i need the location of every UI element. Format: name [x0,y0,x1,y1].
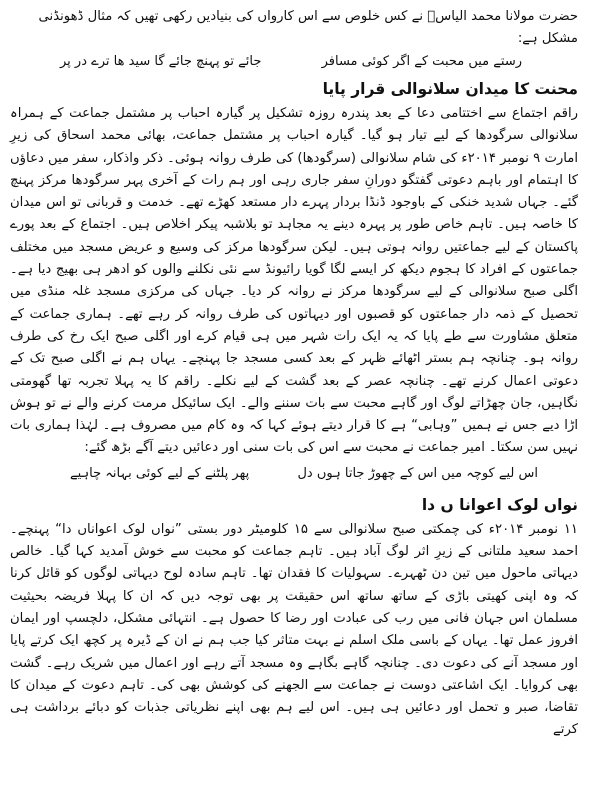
section-heading: نواں لوک اعوانا ں دا [421,495,578,514]
section-heading: محنت کا میدان سلانوالی قرار پایا [322,80,578,98]
verse-couplet [10,51,578,73]
body-paragraph: ۱۱ نومبر ۲۰۱۴ء کی چمکتی صبح سلانوالی سے ۱۵ کلومیٹر دور بستی ”نواں لوک اعواناں دا“ پہنچے۔ احمد سعید ملتانی کے زیرِ اثر لوگ آباد ہیں۔ تاہم جماعت کو محبت سے خوش آمدید کہا گیا۔ خالص دیہاتی ماحول میں تین دن ٹھہرے۔ سہولیات کا فقدان تھا۔ تاہم سادہ لوح دیہاتی لوگوں کو قائل کرنا کہ وہ اپنی کھیتی باڑی کے ساتھ ساتھ اس حقیقت پر بھی توجہ دیں کہ ان کا پہلا فریضہ بحیثیت مسلمان اس جہان فانی میں رب کی عبادت اور رضا کا حصول ہے۔ انتہائی مشکل، دلچسپ اور ایمان افروز عمل تھا۔ یہاں کے باسی ملک اسلم نے بہت متاثر کیا جب ہم نے ان کے ڈیرہ پر کچھ ایک کرتے پایا اور مسجد آنے کی دعوت دی۔ چنانچہ گاہے بگاہے وہ مسجد آتے رہے اور اعمال میں شریک رہے۔ گشت بھی کروایا۔ ایک اشاعتی دوست نے جماعت سے الجھنے کی کوشش بھی کی۔ تاہم دعوت کے میدان کا تقاضا، صبر و تحمل اور دعائیں ہی ہیں۔ اس لیے ہم بھی اپنے نظریاتی جذبات کو دبائے برداشت ہی کرتے [10,521,578,738]
verse-couplet [10,463,578,485]
body-paragraph: راقم اجتماع سے اختتامی دعا کے بعد پندرہ روزہ تشکیل پر گیارہ احباب پر مشتمل جماعت کے ہمراہ سلانوالی سرگودھا کے لیے تیار ہو گیا۔ گیارہ احباب پر مشتمل جماعت، بھائی محمد اسحاق کی زیرِ امارت ۹ نومبر ۲۰۱۴ء کی شام سلانوالی (سرگودھا) کی طرف روانہ ہوئی۔ ذکر واذکار، سفر میں دعاؤں کا اہتمام اور باہم دعوتی گفتگو دورانِ سفر جاری رہی اور ہم رات کے آخری پہر سرگودھا مرکز پہنچ گئے۔ جہاں شدید خنکی کے باوجود ڈنڈا بردار پہرے دار مستعد کھڑے تھے۔ خدمت و قربانی تو اس میدان کا خاصہ ہیں۔ تاہم خاص طور پر پہرہ دینے یہ مجاہد تو بلاشبہ پیکر اخلاص ہیں۔ اجتماع کے بعد پورے پاکستان کے لیے جماعتیں روانہ ہوتی ہیں۔ لیکن سرگودھا مرکز کی وسیع و عریض مسجد میں مختلف جماعتوں کے افراد کا ہجوم دیکھ کر ایسے لگا گویا رائیونڈ سے نئی نکلنے والوں کو ادھر ہی بھیج دیا ہے۔ اگلی صبح سلانوالی کے لیے سرگودھا مرکز نے روانہ کر دیا۔ جہاں کی مرکزی مسجد غلہ منڈی میں تحصیل کے ذمہ دار جماعتوں کو قصبوں اور دیہاتوں کی طرف روانہ کر رہے تھے۔ ہماری جماعت کے متعلق مشاورت سے طے پایا کہ یہ ایک رات شہر میں ہی قیام کرے اور اگلی صبح ایک رخ کی طرف روانہ ہو۔ چنانچہ ہم بستر اٹھائے ظہر کے بعد کسی مسجد جا پہنچے۔ یہاں ہم نے اگلی صبح تک کے دعوتی اعمال کرنے تھے۔ چنانچہ عصر کے بعد گشت کے لیے نکلے۔ راقم کا یہ پہلا تجربہ تھا گھومتی نگاہیں، جان چھڑاتے لوگ اور گاہے محبت سے بات سننے والے۔ ایک سائیکل مرمت کرنے والے نے تو ہوش اڑا دیے جس نے ہمیں ”وہابی“ ہے کا قرار دیتے ہوئے کہا کہ وہ کام میں مصروف ہے۔ لہٰذا ہماری بات نہیں سن سکتا۔ امیر جماعت نے محبت سے اس کی بات سنی اور دعائیں دیتے آگے بڑھ گئے: [10,106,578,456]
verse-line-second: جائے تو پہنچ جائے گا سید ھا ترے در پر [60,54,262,69]
verse-line-first: اس لیے کوچہ میں اس کے چھوڑ جاتا ہوں دل [297,465,538,481]
verse-line-second: پھر پلٹنے کے لیے کوئی بہانہ چاہیے [70,465,250,481]
intro-text: حضرت مولانا محمد الیاسؒ نے کس خلوص سے اس کارواں کی بنیادیں رکھی تھیں کہ مثال ڈھونڈنی مشکل ہے: [38,9,578,46]
verse-line-first: رستے میں محبت کے اگر کوئی مسافر [321,54,522,69]
